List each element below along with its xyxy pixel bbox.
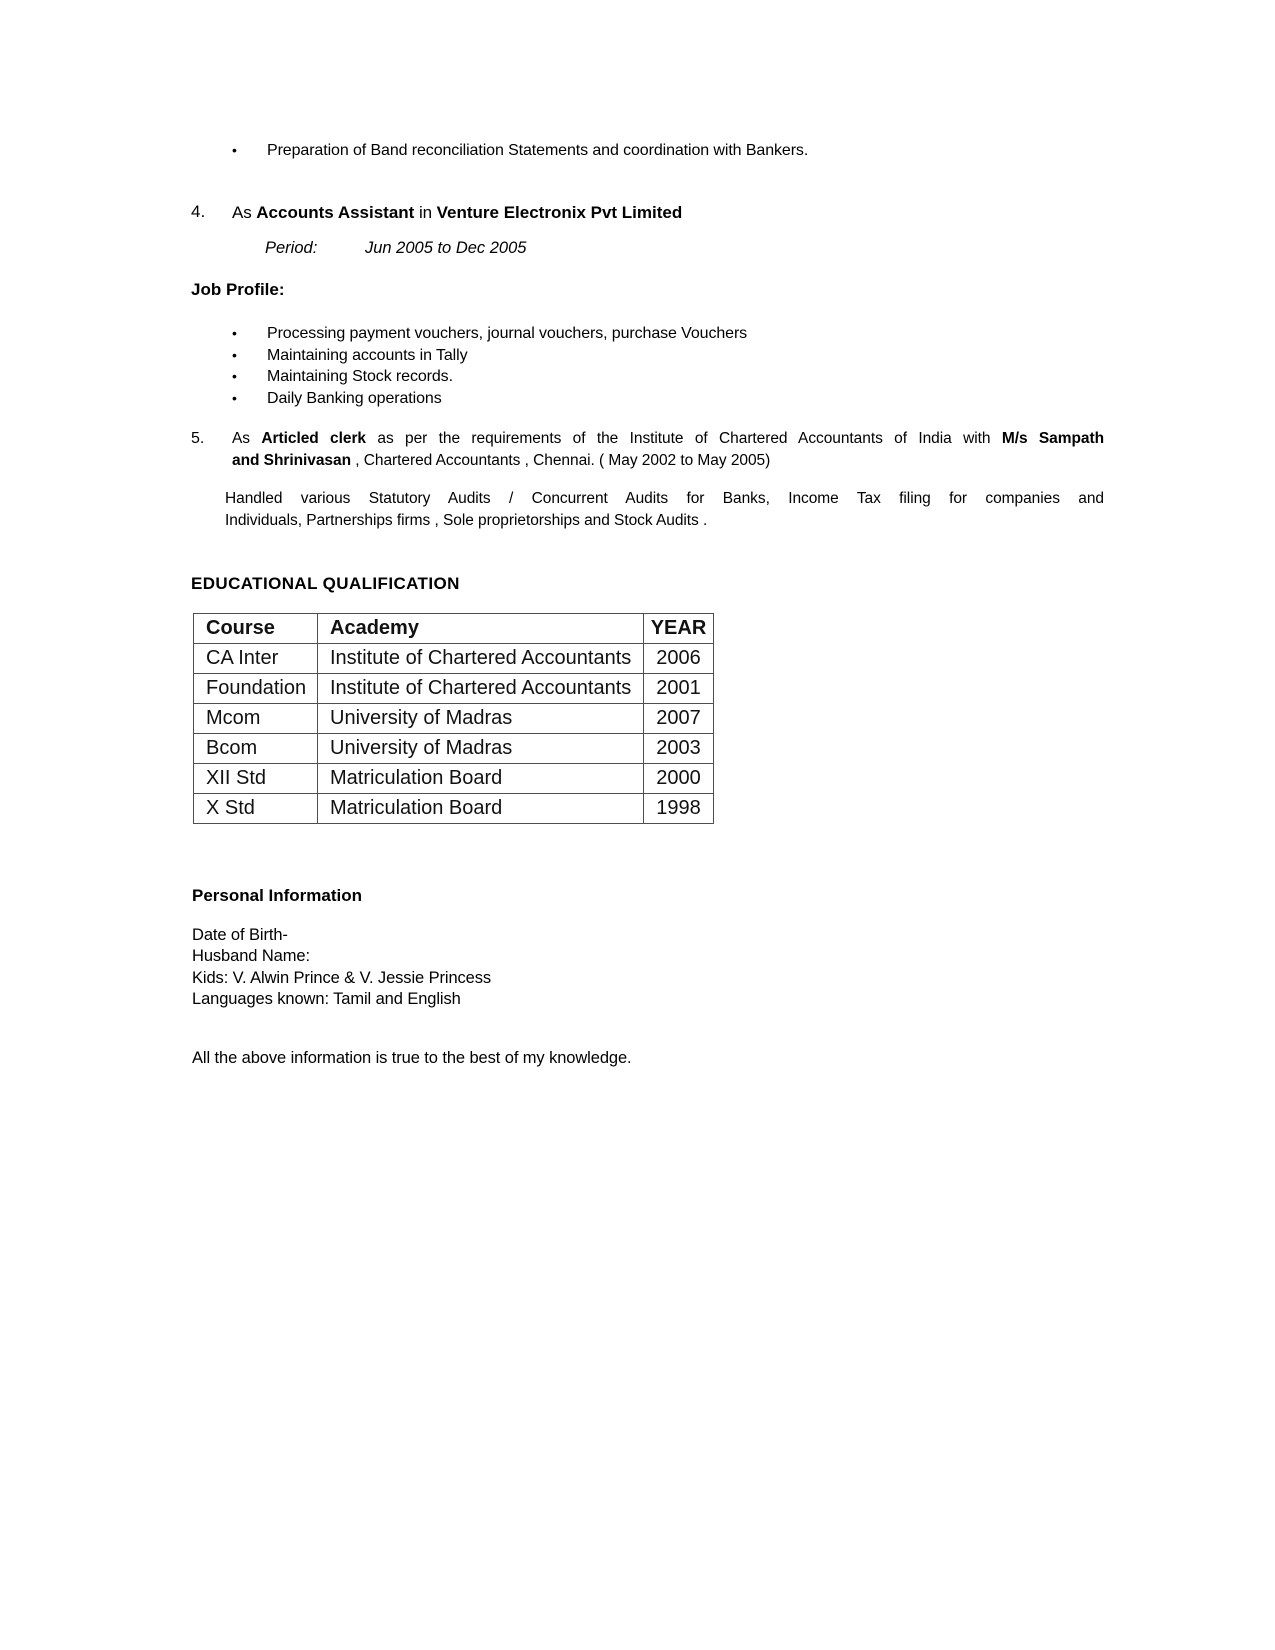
cell-course: Bcom <box>194 734 318 764</box>
list-item <box>232 345 1112 367</box>
cell-year: 2003 <box>644 734 714 764</box>
cell-year: 1998 <box>644 794 714 824</box>
cell-course: XII Std <box>194 764 318 794</box>
experience-item-5-title <box>232 428 1104 471</box>
item5-rest: , Chartered Accountants , Chennai. ( May 2002 to May 2005) <box>350 451 771 469</box>
personal-information-block <box>192 925 892 1010</box>
table-row <box>194 794 714 824</box>
bullet-icon: • <box>232 142 237 158</box>
job-profile-bullet-list <box>232 323 1112 410</box>
personal-information-heading: Personal Information <box>192 886 363 905</box>
cell-academy: University of Madras <box>318 734 644 764</box>
period-value: Jun 2005 to Dec 2005 <box>365 239 527 257</box>
intro-bullet-text: Preparation of Band reconciliation Statements and coordination with Bankers. <box>267 142 809 159</box>
bullet-text: Daily Banking operations <box>267 390 442 408</box>
experience-item-5 <box>191 428 1104 471</box>
bullet-text: Processing payment vouchers, journal vouchers, purchase Vouchers <box>267 325 748 342</box>
table-row <box>194 764 714 794</box>
table-header-row <box>194 614 714 644</box>
cell-year: 2006 <box>644 644 714 674</box>
declaration-line: All the above information is true to the best of my knowledge. <box>192 1049 632 1067</box>
kids-line: Kids: V. Alwin Prince & V. Jessie Princess <box>192 968 492 987</box>
paragraph-line2: Individuals, Partnerships firms , Sole proprietorships and Stock Audits . <box>225 511 708 529</box>
item4-prefix: As <box>232 203 257 222</box>
husband-name-line: Husband Name: <box>192 947 310 966</box>
header-course: Course <box>194 614 318 644</box>
list-item <box>232 323 1112 345</box>
item5-prefix: As <box>232 430 262 447</box>
cell-course: Foundation <box>194 674 318 704</box>
list-number: 4. <box>191 202 206 221</box>
header-academy: Academy <box>318 614 644 644</box>
period-label: Period: <box>265 239 318 257</box>
item5-role: Articled clerk <box>261 430 367 447</box>
job-profile-heading: Job Profile: <box>191 280 285 299</box>
table-row <box>194 644 714 674</box>
item5-firm-part1: M/s Sampath <box>1001 430 1104 447</box>
table-row <box>194 704 714 734</box>
cell-academy: University of Madras <box>318 704 644 734</box>
item5-description-paragraph <box>225 488 1104 531</box>
bullet-icon: • <box>232 346 237 363</box>
item4-mid: in <box>414 203 437 222</box>
item5-firm-part2: and Shrinivasan <box>232 451 351 469</box>
bullet-icon: • <box>232 368 237 385</box>
list-number: 5. <box>191 430 205 447</box>
item4-role: Accounts Assistant <box>256 203 415 222</box>
header-year: YEAR <box>644 614 714 644</box>
item5-line2 <box>232 450 1104 472</box>
experience-item-4 <box>191 202 1106 224</box>
cell-course: CA Inter <box>194 644 318 674</box>
cell-academy: Matriculation Board <box>318 794 644 824</box>
date-of-birth-line: Date of Birth- <box>192 926 288 944</box>
bullet-text: Maintaining accounts in Tally <box>267 346 468 364</box>
item5-mid: as per the requirements of the Institute of Chartered Accountants of India with <box>366 430 1002 447</box>
intro-bullet-item <box>232 140 1112 162</box>
cell-academy: Matriculation Board <box>318 764 644 794</box>
list-item <box>232 388 1112 410</box>
list-item <box>232 366 1112 388</box>
cell-course: Mcom <box>194 704 318 734</box>
paragraph-line1: Handled various Statutory Audits / Concurrent Audits for Banks, Income Tax filing for companies and <box>225 490 1104 507</box>
education-table <box>193 613 714 824</box>
languages-line: Languages known: Tamil and English <box>192 989 461 1008</box>
cell-year: 2007 <box>644 704 714 734</box>
cell-course: X Std <box>194 794 318 824</box>
cell-year: 2001 <box>644 674 714 704</box>
bullet-text: Maintaining Stock records. <box>267 368 453 386</box>
cell-academy: Institute of Chartered Accountants <box>318 644 644 674</box>
table-row <box>194 674 714 704</box>
education-section-heading: EDUCATIONAL QUALIFICATION <box>191 574 460 593</box>
table-row <box>194 734 714 764</box>
period-line <box>265 238 526 260</box>
item5-line1 <box>232 428 1104 450</box>
cell-year: 2000 <box>644 764 714 794</box>
cell-academy: Institute of Chartered Accountants <box>318 674 644 704</box>
bullet-icon: • <box>232 390 237 407</box>
item4-company: Venture Electronix Pvt Limited <box>436 203 683 222</box>
bullet-icon: • <box>232 325 237 341</box>
experience-item-4-title <box>232 202 1106 224</box>
